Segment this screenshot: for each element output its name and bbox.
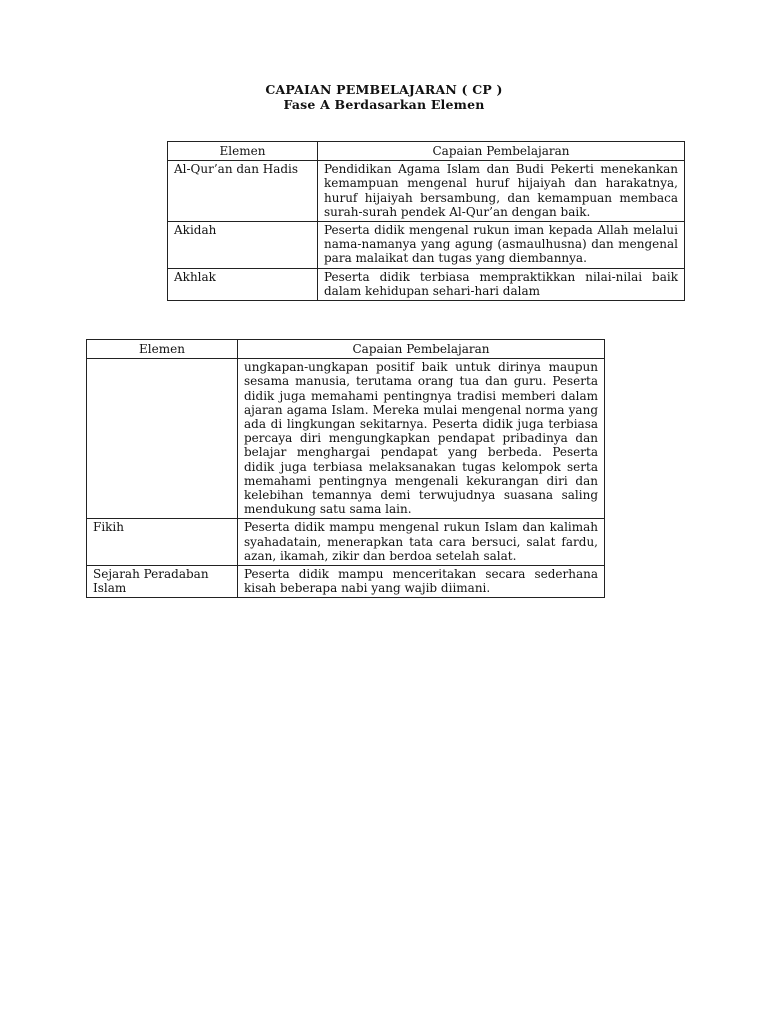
table-row xyxy=(87,359,605,519)
table-header-row xyxy=(168,142,685,161)
table-row xyxy=(168,222,685,269)
table-row xyxy=(168,161,685,222)
table-row xyxy=(87,566,605,598)
table-1-clip xyxy=(0,0,768,340)
row-elemen: Al-Qur’an dan Hadis xyxy=(168,161,318,222)
row-capaian: Peserta didik mengenal rukun iman kepada Allah melalui nama-namanya yang agung (asmaulhusna) dan mengenal para malaikat dan tugas yang diembannya. xyxy=(318,222,685,269)
table-row xyxy=(87,519,605,566)
document-subtitle: Fase A Berdasarkan Elemen xyxy=(283,97,485,112)
row-capaian: Peserta didik mampu menceritakan secara sederhana kisah beberapa nabi yang wajib diimani. xyxy=(238,566,605,598)
row-capaian: Pendidikan Agama Islam dan Budi Pekerti menekankan kemampuan mengenal huruf hijaiyah dan harakatnya, huruf hijaiyah bersambung, dan kemampuan membaca surah-surah pendek Al-Qur’an dengan baik. xyxy=(318,161,685,222)
header-capaian: Capaian Pembelajaran xyxy=(318,142,685,161)
cp-table-1 xyxy=(167,141,685,301)
row-capaian: Peserta didik mampu mengenal rukun Islam dan kalimah syahadatain, menerapkan tata cara bersuci, salat fardu, azan, ikamah, zikir dan berdoa setelah salat. xyxy=(238,519,605,566)
document-title: CAPAIAN PEMBELAJARAN ( CP ) xyxy=(265,82,503,97)
cp-table-2 xyxy=(86,339,605,598)
table-row xyxy=(168,268,685,300)
table-header-row xyxy=(87,340,605,359)
row-elemen: Akidah xyxy=(168,222,318,269)
row-elemen: Akhlak xyxy=(168,268,318,300)
row-elemen: Fikih xyxy=(87,519,238,566)
row-elemen xyxy=(87,359,238,519)
row-capaian: ungkapan-ungkapan positif baik untuk dirinya maupun sesama manusia, terutama orang tua dan guru. Peserta didik juga memahami pentingnya tradisi memberi dalam ajaran agama Islam. Mereka mulai mengenal norma yang ada di lingkungan sekitarnya. Peserta didik juga terbiasa percaya diri mengungkapkan pendapat pribadinya dan belajar menghargai pendapat yang berbeda. Peserta didik juga terbiasa melaksanakan tugas kelompok serta memahami pentingnya mengenali kekurangan diri dan kelebihan temannya demi terwujudnya suasana saling mendukung satu sama lain. xyxy=(238,359,605,519)
row-elemen: Sejarah Peradaban Islam xyxy=(87,566,238,598)
header-elemen: Elemen xyxy=(168,142,318,161)
header-elemen: Elemen xyxy=(87,340,238,359)
row-capaian: Peserta didik terbiasa mempraktikkan nilai-nilai baik dalam kehidupan sehari-hari dalam xyxy=(318,268,685,300)
header-capaian: Capaian Pembelajaran xyxy=(238,340,605,359)
